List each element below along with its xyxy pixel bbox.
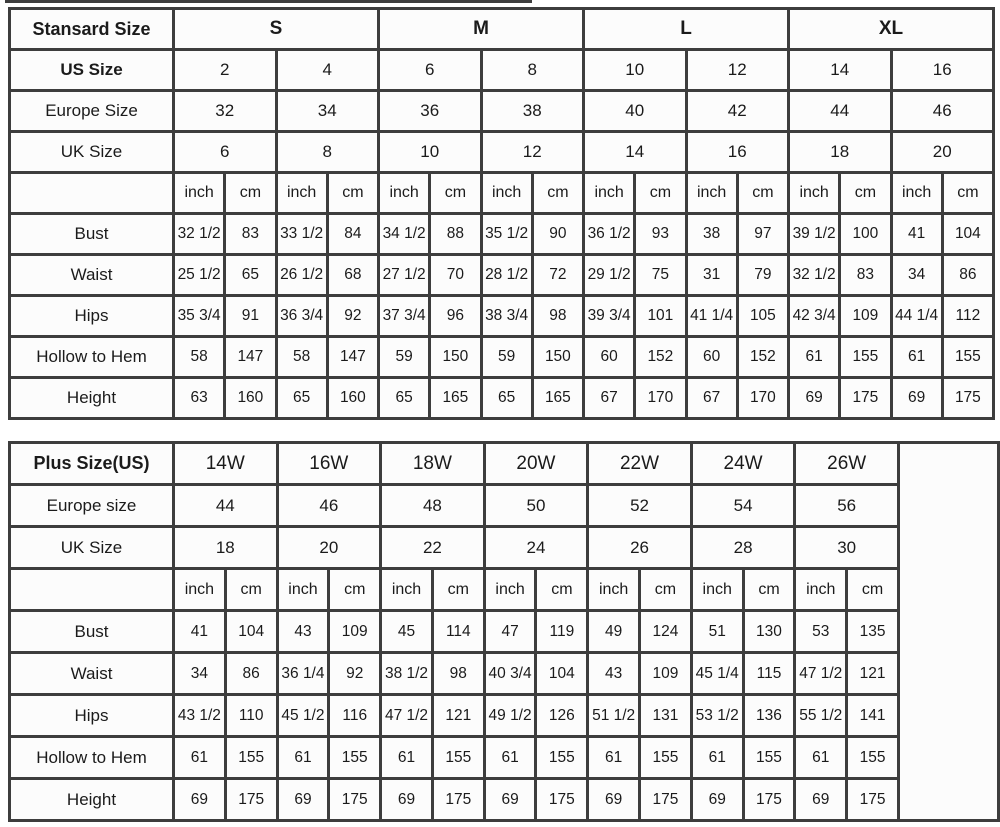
size-value-cell: 36 xyxy=(379,91,482,132)
measurement-value-cell: 155 xyxy=(840,337,891,378)
unit-header-cell: inch xyxy=(277,569,329,611)
measurement-row-label: Hips xyxy=(10,695,174,737)
measurement-value-cell: 61 xyxy=(381,737,433,779)
measurement-value-cell: 131 xyxy=(640,695,692,737)
measurement-value-cell: 61 xyxy=(484,737,536,779)
size-value-cell: 42 xyxy=(686,91,789,132)
measurement-value-cell: 141 xyxy=(847,695,899,737)
measurement-value-cell: 160 xyxy=(225,378,276,419)
measurement-value-cell: 61 xyxy=(588,737,640,779)
size-group-header: 20W xyxy=(484,443,588,485)
measurement-value-cell: 86 xyxy=(225,653,277,695)
size-value-cell: 40 xyxy=(584,91,687,132)
size-value-cell: 14 xyxy=(584,132,687,173)
measurement-value-cell: 60 xyxy=(686,337,737,378)
size-value-cell: 2 xyxy=(174,50,277,91)
measurement-value-cell: 115 xyxy=(743,653,795,695)
measurement-value-cell: 59 xyxy=(379,337,430,378)
measurement-value-cell: 91 xyxy=(225,296,276,337)
measurement-value-cell: 175 xyxy=(536,779,588,821)
measurement-row-label: Hollow to Hem xyxy=(10,737,174,779)
measurement-value-cell: 75 xyxy=(635,255,686,296)
size-value-cell: 22 xyxy=(381,527,485,569)
unit-header-cell: cm xyxy=(536,569,588,611)
measurement-value-cell: 121 xyxy=(432,695,484,737)
unit-header-cell: inch xyxy=(789,173,840,214)
unit-header-cell: cm xyxy=(737,173,788,214)
measurement-value-cell: 121 xyxy=(847,653,899,695)
measurement-value-cell: 175 xyxy=(432,779,484,821)
measurement-value-cell: 70 xyxy=(430,255,481,296)
size-group-header: 16W xyxy=(277,443,381,485)
size-value-cell: 18 xyxy=(174,527,278,569)
size-value-cell: 44 xyxy=(174,485,278,527)
measurement-value-cell: 97 xyxy=(737,214,788,255)
unit-header-cell: cm xyxy=(225,173,276,214)
measurement-value-cell: 83 xyxy=(840,255,891,296)
size-value-cell: 12 xyxy=(481,132,584,173)
measurement-value-cell: 175 xyxy=(840,378,891,419)
size-group-header: 14W xyxy=(174,443,278,485)
measurement-value-cell: 31 xyxy=(686,255,737,296)
measurement-value-cell: 41 1/4 xyxy=(686,296,737,337)
unit-header-cell: inch xyxy=(379,173,430,214)
size-value-cell: 12 xyxy=(686,50,789,91)
size-group-header: L xyxy=(584,9,789,50)
measurement-value-cell: 35 3/4 xyxy=(174,296,225,337)
size-value-cell: 44 xyxy=(789,91,892,132)
measurement-row-label: Hollow to Hem xyxy=(10,337,174,378)
measurement-value-cell: 45 1/4 xyxy=(691,653,743,695)
unit-header-cell: inch xyxy=(484,569,536,611)
size-value-cell: 52 xyxy=(588,485,692,527)
unit-header-cell: cm xyxy=(847,569,899,611)
measurement-value-cell: 104 xyxy=(942,214,993,255)
measurement-value-cell: 126 xyxy=(536,695,588,737)
measurement-value-cell: 47 1/2 xyxy=(795,653,847,695)
measurement-value-cell: 100 xyxy=(840,214,891,255)
measurement-value-cell: 92 xyxy=(329,653,381,695)
measurement-value-cell: 43 1/2 xyxy=(174,695,226,737)
measurement-value-cell: 28 1/2 xyxy=(481,255,532,296)
unit-header-cell: inch xyxy=(481,173,532,214)
unit-header-cell: cm xyxy=(432,569,484,611)
size-value-cell: 50 xyxy=(484,485,588,527)
measurement-value-cell: 47 1/2 xyxy=(381,695,433,737)
size-value-cell: 26 xyxy=(588,527,692,569)
measurement-value-cell: 40 3/4 xyxy=(484,653,536,695)
size-value-cell: 24 xyxy=(484,527,588,569)
size-value-cell: 20 xyxy=(891,132,994,173)
measurement-value-cell: 51 xyxy=(691,611,743,653)
measurement-value-cell: 152 xyxy=(737,337,788,378)
unit-header-cell: cm xyxy=(635,173,686,214)
measurement-value-cell: 58 xyxy=(276,337,327,378)
measurement-row-label: Waist xyxy=(10,255,174,296)
measurement-value-cell: 60 xyxy=(584,337,635,378)
size-value-cell: 6 xyxy=(174,132,277,173)
size-value-cell: 18 xyxy=(789,132,892,173)
measurement-value-cell: 147 xyxy=(225,337,276,378)
measurement-value-cell: 150 xyxy=(430,337,481,378)
measurement-value-cell: 109 xyxy=(329,611,381,653)
measurement-value-cell: 155 xyxy=(432,737,484,779)
measurement-value-cell: 34 xyxy=(174,653,226,695)
measurement-value-cell: 53 xyxy=(795,611,847,653)
header-row-label: Europe Size xyxy=(10,91,174,132)
unit-header-cell: inch xyxy=(584,173,635,214)
unit-header-cell: cm xyxy=(329,569,381,611)
unit-header-cell: cm xyxy=(327,173,378,214)
size-value-cell: 20 xyxy=(277,527,381,569)
measurement-value-cell: 147 xyxy=(327,337,378,378)
measurement-value-cell: 86 xyxy=(942,255,993,296)
size-value-cell: 4 xyxy=(276,50,379,91)
measurement-value-cell: 69 xyxy=(277,779,329,821)
measurement-value-cell: 90 xyxy=(532,214,583,255)
empty-column-cell xyxy=(899,443,999,821)
measurement-value-cell: 37 3/4 xyxy=(379,296,430,337)
measurement-value-cell: 65 xyxy=(379,378,430,419)
measurement-value-cell: 136 xyxy=(743,695,795,737)
measurement-value-cell: 124 xyxy=(640,611,692,653)
measurement-value-cell: 61 xyxy=(789,337,840,378)
measurement-value-cell: 88 xyxy=(430,214,481,255)
measurement-row-label: Bust xyxy=(10,611,174,653)
size-value-cell: 6 xyxy=(379,50,482,91)
measurement-value-cell: 155 xyxy=(640,737,692,779)
measurement-value-cell: 175 xyxy=(942,378,993,419)
measurement-value-cell: 69 xyxy=(891,378,942,419)
unit-header-cell: inch xyxy=(174,173,225,214)
size-group-header: M xyxy=(379,9,584,50)
size-value-cell: 10 xyxy=(584,50,687,91)
unit-header-cell: cm xyxy=(225,569,277,611)
measurement-value-cell: 36 1/4 xyxy=(277,653,329,695)
measurement-value-cell: 38 xyxy=(686,214,737,255)
measurement-value-cell: 175 xyxy=(329,779,381,821)
size-value-cell: 38 xyxy=(481,91,584,132)
measurement-value-cell: 49 xyxy=(588,611,640,653)
measurement-value-cell: 29 1/2 xyxy=(584,255,635,296)
measurement-value-cell: 109 xyxy=(640,653,692,695)
header-row-label: UK Size xyxy=(10,527,174,569)
measurement-row-label: Waist xyxy=(10,653,174,695)
measurement-value-cell: 67 xyxy=(584,378,635,419)
measurement-value-cell: 175 xyxy=(640,779,692,821)
measurement-value-cell: 33 1/2 xyxy=(276,214,327,255)
measurement-value-cell: 112 xyxy=(942,296,993,337)
measurement-value-cell: 51 1/2 xyxy=(588,695,640,737)
measurement-value-cell: 93 xyxy=(635,214,686,255)
measurement-value-cell: 34 1/2 xyxy=(379,214,430,255)
size-group-header: 26W xyxy=(795,443,899,485)
measurement-value-cell: 170 xyxy=(737,378,788,419)
measurement-value-cell: 84 xyxy=(327,214,378,255)
header-row-label: UK Size xyxy=(10,132,174,173)
measurement-value-cell: 61 xyxy=(891,337,942,378)
measurement-value-cell: 32 1/2 xyxy=(174,214,225,255)
size-value-cell: 10 xyxy=(379,132,482,173)
measurement-value-cell: 83 xyxy=(225,214,276,255)
size-group-header: 22W xyxy=(588,443,692,485)
measurement-value-cell: 65 xyxy=(481,378,532,419)
measurement-value-cell: 61 xyxy=(795,737,847,779)
size-value-cell: 8 xyxy=(481,50,584,91)
measurement-value-cell: 155 xyxy=(743,737,795,779)
header-row-label: US Size xyxy=(10,50,174,91)
measurement-value-cell: 98 xyxy=(432,653,484,695)
measurement-value-cell: 155 xyxy=(225,737,277,779)
measurement-value-cell: 72 xyxy=(532,255,583,296)
size-value-cell: 28 xyxy=(691,527,795,569)
measurement-value-cell: 155 xyxy=(536,737,588,779)
measurement-value-cell: 42 3/4 xyxy=(789,296,840,337)
unit-header-cell: inch xyxy=(686,173,737,214)
measurement-value-cell: 65 xyxy=(276,378,327,419)
measurement-value-cell: 49 1/2 xyxy=(484,695,536,737)
measurement-value-cell: 43 xyxy=(588,653,640,695)
measurement-value-cell: 27 1/2 xyxy=(379,255,430,296)
measurement-value-cell: 41 xyxy=(174,611,226,653)
measurement-value-cell: 25 1/2 xyxy=(174,255,225,296)
measurement-value-cell: 69 xyxy=(588,779,640,821)
unit-header-cell: inch xyxy=(174,569,226,611)
unit-header-cell: inch xyxy=(381,569,433,611)
size-value-cell: 34 xyxy=(276,91,379,132)
measurement-value-cell: 116 xyxy=(329,695,381,737)
measurement-value-cell: 58 xyxy=(174,337,225,378)
unit-header-cell: inch xyxy=(588,569,640,611)
unit-header-cell: cm xyxy=(430,173,481,214)
unit-header-cell: inch xyxy=(795,569,847,611)
measurement-value-cell: 114 xyxy=(432,611,484,653)
measurement-value-cell: 96 xyxy=(430,296,481,337)
table-corner-label: Stansard Size xyxy=(10,9,174,50)
measurement-value-cell: 101 xyxy=(635,296,686,337)
size-value-cell: 8 xyxy=(276,132,379,173)
measurement-value-cell: 34 xyxy=(891,255,942,296)
measurement-value-cell: 69 xyxy=(381,779,433,821)
measurement-value-cell: 105 xyxy=(737,296,788,337)
unit-header-cell: cm xyxy=(942,173,993,214)
measurement-value-cell: 36 1/2 xyxy=(584,214,635,255)
measurement-value-cell: 175 xyxy=(225,779,277,821)
size-value-cell: 54 xyxy=(691,485,795,527)
measurement-value-cell: 67 xyxy=(686,378,737,419)
measurement-value-cell: 38 1/2 xyxy=(381,653,433,695)
size-group-header: S xyxy=(174,9,379,50)
measurement-value-cell: 53 1/2 xyxy=(691,695,743,737)
header-row-label: Europe size xyxy=(10,485,174,527)
measurement-value-cell: 92 xyxy=(327,296,378,337)
measurement-value-cell: 150 xyxy=(532,337,583,378)
measurement-row-label: Hips xyxy=(10,296,174,337)
measurement-value-cell: 43 xyxy=(277,611,329,653)
measurement-value-cell: 69 xyxy=(691,779,743,821)
measurement-value-cell: 41 xyxy=(891,214,942,255)
measurement-value-cell: 165 xyxy=(430,378,481,419)
measurement-value-cell: 36 3/4 xyxy=(276,296,327,337)
measurement-value-cell: 61 xyxy=(174,737,226,779)
unit-header-cell: cm xyxy=(840,173,891,214)
measurement-value-cell: 152 xyxy=(635,337,686,378)
measurement-value-cell: 155 xyxy=(329,737,381,779)
measurement-value-cell: 175 xyxy=(743,779,795,821)
measurement-value-cell: 170 xyxy=(635,378,686,419)
measurement-value-cell: 130 xyxy=(743,611,795,653)
measurement-value-cell: 104 xyxy=(225,611,277,653)
measurement-value-cell: 79 xyxy=(737,255,788,296)
measurement-value-cell: 39 3/4 xyxy=(584,296,635,337)
size-value-cell: 32 xyxy=(174,91,277,132)
measurement-value-cell: 38 3/4 xyxy=(481,296,532,337)
measurement-value-cell: 110 xyxy=(225,695,277,737)
cropped-top-border-artifact xyxy=(5,0,532,3)
measurement-value-cell: 61 xyxy=(691,737,743,779)
size-value-cell: 56 xyxy=(795,485,899,527)
measurement-value-cell: 44 1/4 xyxy=(891,296,942,337)
unit-header-cell: cm xyxy=(532,173,583,214)
size-value-cell: 16 xyxy=(686,132,789,173)
table-corner-label: Plus Size(US) xyxy=(10,443,174,485)
size-value-cell: 48 xyxy=(381,485,485,527)
measurement-value-cell: 175 xyxy=(847,779,899,821)
size-group-header: 24W xyxy=(691,443,795,485)
measurement-value-cell: 155 xyxy=(847,737,899,779)
measurement-value-cell: 68 xyxy=(327,255,378,296)
unit-header-cell: inch xyxy=(691,569,743,611)
measurement-value-cell: 63 xyxy=(174,378,225,419)
measurement-value-cell: 69 xyxy=(484,779,536,821)
measurement-value-cell: 47 xyxy=(484,611,536,653)
unit-header-cell: inch xyxy=(891,173,942,214)
unit-header-cell: cm xyxy=(743,569,795,611)
measurement-value-cell: 45 xyxy=(381,611,433,653)
measurement-value-cell: 61 xyxy=(277,737,329,779)
measurement-value-cell: 35 1/2 xyxy=(481,214,532,255)
measurement-value-cell: 32 1/2 xyxy=(789,255,840,296)
measurement-value-cell: 109 xyxy=(840,296,891,337)
measurement-value-cell: 45 1/2 xyxy=(277,695,329,737)
measurement-value-cell: 119 xyxy=(536,611,588,653)
measurement-value-cell: 69 xyxy=(174,779,226,821)
measurement-value-cell: 26 1/2 xyxy=(276,255,327,296)
measurement-value-cell: 98 xyxy=(532,296,583,337)
unit-header-cell: inch xyxy=(276,173,327,214)
measurement-row-label: Height xyxy=(10,378,174,419)
size-value-cell: 46 xyxy=(277,485,381,527)
measurement-row-label: Bust xyxy=(10,214,174,255)
unit-row-empty-label xyxy=(10,173,174,214)
measurement-value-cell: 135 xyxy=(847,611,899,653)
measurement-value-cell: 69 xyxy=(795,779,847,821)
unit-header-cell: cm xyxy=(640,569,692,611)
measurement-value-cell: 104 xyxy=(536,653,588,695)
measurement-row-label: Height xyxy=(10,779,174,821)
size-value-cell: 14 xyxy=(789,50,892,91)
measurement-value-cell: 59 xyxy=(481,337,532,378)
measurement-value-cell: 55 1/2 xyxy=(795,695,847,737)
size-group-header: 18W xyxy=(381,443,485,485)
measurement-value-cell: 165 xyxy=(532,378,583,419)
standard-size-table xyxy=(8,7,995,420)
measurement-value-cell: 39 1/2 xyxy=(789,214,840,255)
size-value-cell: 16 xyxy=(891,50,994,91)
measurement-value-cell: 69 xyxy=(789,378,840,419)
measurement-value-cell: 160 xyxy=(327,378,378,419)
measurement-value-cell: 65 xyxy=(225,255,276,296)
size-group-header: XL xyxy=(789,9,994,50)
size-value-cell: 46 xyxy=(891,91,994,132)
measurement-value-cell: 155 xyxy=(942,337,993,378)
plus-size-table xyxy=(8,441,1000,822)
unit-row-empty-label xyxy=(10,569,174,611)
size-value-cell: 30 xyxy=(795,527,899,569)
